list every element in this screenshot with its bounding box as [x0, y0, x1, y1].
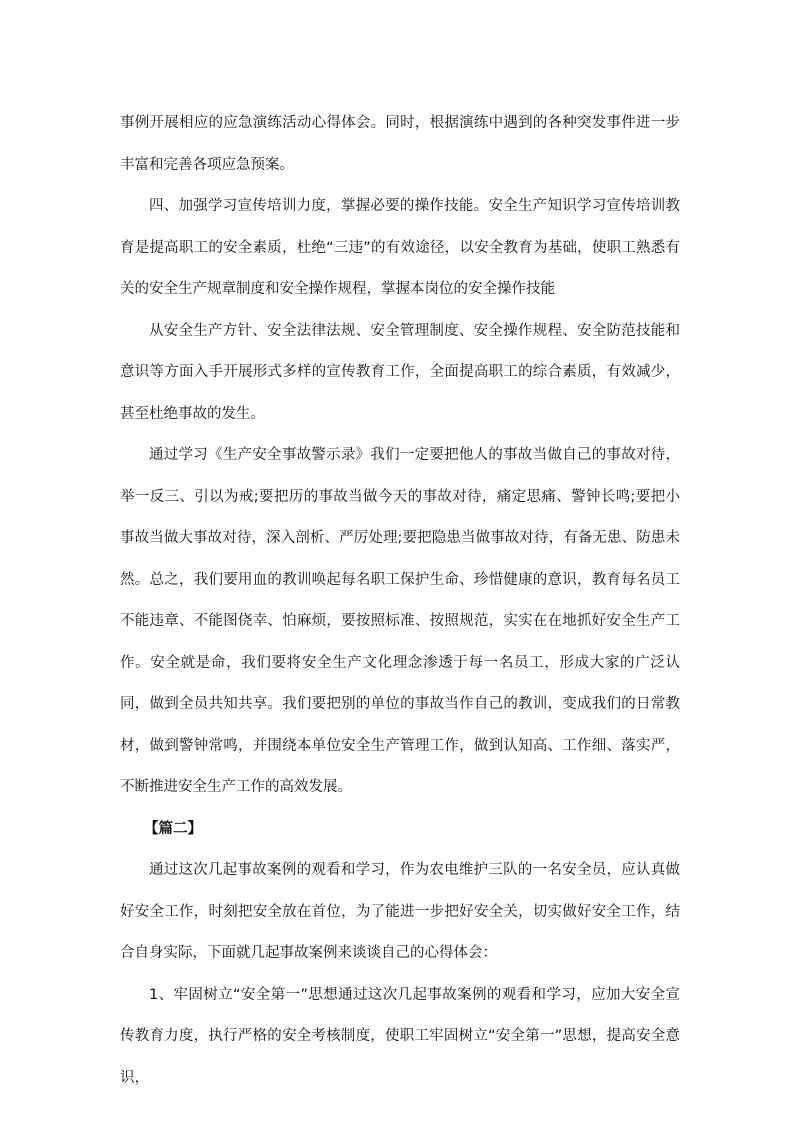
document-body — [120, 103, 680, 1099]
paragraph: 通过这次几起事故案例的观看和学习，作为农电维护三队的一名安全员，应认真做好安全工作，时刻把安全放在首位，为了能进一步把好安全关，切实做好安全工作，结合自身实际，下面就几起事故案例来谈谈自己的心得体会： — [120, 862, 680, 961]
section-heading: 【篇二】 — [144, 820, 202, 837]
paragraph: 通过学习《生产安全事故警示录》我们一定要把他人的事故当做自己的事故对待，举一反三、引以为戒;要把历的事故当做今天的事故对待，痛定思痛、警钟长鸣;要把小事故当做大事故对待，深入剖析、严厉处理;要把隐患当做事故对待，有备无患、防患未然。总之，我们要用血的教训唤起每名职工保护生命、珍惜健康的意识，教育每名员工不能违章、不能图侥幸、怕麻烦，要按照标准、按照规范，实实在在地抓好安全生产工作。安全就是命，我们要将安全生产文化理念渗透于每一名员工，形成大家的广泛认同，做到全员共知共享。我们要把别的单位的事故当作自己的教训，变成我们的日常教材，做到警钟常鸣，并围绕本单位安全生产管理工作，做到认知高、工作细、落实严，不断推进安全生产工作的高效发展。 — [120, 447, 680, 795]
paragraph: 从安全生产方针、安全法律法规、安全管理制度、安全操作规程、安全防范技能和意识等方面入手开展形式多样的宣传教育工作，全面提高职工的综合素质，有效减少，甚至杜绝事故的发生。 — [120, 322, 680, 422]
paragraph: 四、加强学习宣传培训力度，掌握必要的操作技能。安全生产知识学习宣传培训教育是提高职工的安全素质，杜绝“三违”的有效途径，以安全教育为基础，使职工熟悉有关的安全生产规章制度和安全操作规程，掌握本岗位的安全操作技能 — [120, 198, 680, 297]
paragraph: 事例开展相应的应急演练活动心得体会。同时，根据演练中遇到的各种突发事件进一步丰富和完善各项应急预案。 — [120, 115, 680, 173]
paragraph: 1、牢固树立“安全第一”思想通过这次几起事故案例的观看和学习，应加大安全宣传教育力度，执行严格的安全考核制度，使职工牢固树立“安全第一”思想，提高安全意识， — [120, 986, 680, 1086]
